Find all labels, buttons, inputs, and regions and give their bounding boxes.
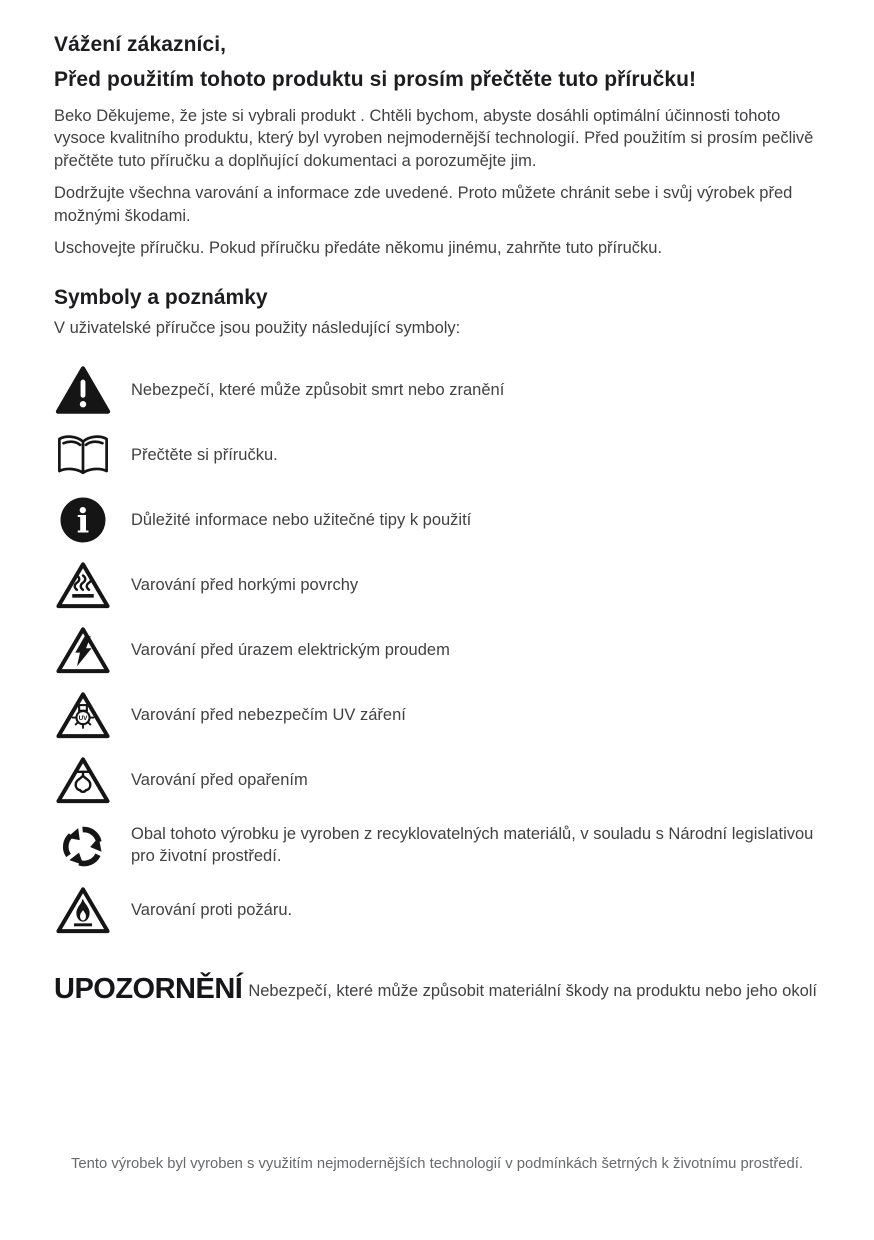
symbols-list [54, 365, 820, 935]
intro-paragraph-2: Dodržujte všechna varování a informace zde uvedené. Proto můžete chránit sebe i svůj výrobek před možnými škodami. [54, 184, 793, 226]
symbols-intro: V uživatelské příručce jsou použity následující symboly: [54, 319, 461, 338]
symbol-label: Varování před horkými povrchy [131, 575, 359, 594]
read-manual-book-icon [54, 432, 112, 478]
intro-paragraph-1: Beko Děkujeme, že jste si vybrali produkt . Chtěli bychom, abyste dosáhli optimální účinnosti tohoto vysoce kvalitního produktu, který byl vyroben nejmodernější technologií. Před použitím si prosím pečlivě přečtěte tuto příručku a doplňující dokumentaci a porozumějte jim. [54, 106, 814, 171]
caution-keyword: UPOZORNĚNÍ [54, 972, 243, 1005]
fire-warning-icon [54, 885, 112, 935]
scalding-warning-icon [54, 755, 112, 805]
greeting-title: Vážení zákazníci, [54, 33, 227, 56]
symbol-row-read-manual [54, 430, 820, 480]
symbols-section-title: Symboly a poznámky [54, 286, 268, 310]
intro-paragraph-3: Uschovejte příručku. Pokud příručku předáte někomu jinému, zahrňte tuto příručku. [54, 239, 663, 258]
hot-surface-warning-icon [54, 560, 112, 610]
symbol-label: Důležité informace nebo užitečné tipy k použití [131, 510, 472, 529]
symbol-row-uv [54, 690, 820, 740]
read-manual-title: Před použitím tohoto produktu si prosím přečtěte tuto příručku! [54, 68, 697, 92]
symbol-row-fire [54, 885, 820, 935]
symbol-row-scalding [54, 755, 820, 805]
footer-eco-note: Tento výrobek byl vyroben s využitím nejmodernějších technologií v podmínkách šetrných k životnímu prostředí. [71, 1156, 803, 1172]
recycling-icon [54, 820, 112, 870]
symbol-label: Varování před nebezpečím UV záření [131, 705, 406, 724]
symbol-row-electric [54, 625, 820, 675]
caution-text: Nebezpečí, které může způsobit materiální škody na produktu nebo jeho okolí [248, 981, 818, 1000]
symbol-label: Varování před úrazem elektrickým proudem [131, 640, 450, 659]
symbol-label: Varování proti požáru. [131, 900, 293, 919]
caution-block [54, 973, 820, 1006]
symbol-label: Nebezpečí, které může způsobit smrt nebo zranění [131, 380, 505, 399]
symbol-row-recycling [54, 820, 820, 870]
svg-text:UV: UV [78, 714, 88, 722]
symbol-row-hot-surface [54, 560, 820, 610]
symbol-label: Přečtěte si příručku. [131, 445, 278, 464]
electric-shock-warning-icon [54, 625, 112, 675]
info-circle-icon [54, 495, 112, 545]
uv-radiation-warning-icon [54, 690, 112, 740]
symbol-row-info [54, 495, 820, 545]
symbol-label: Varování před opařením [131, 770, 308, 789]
svg-text:i: i [76, 501, 90, 541]
danger-triangle-icon [54, 365, 112, 415]
symbol-label: Obal tohoto výrobku je vyroben z recyklovatelných materiálů, v souladu s Národní legislativou pro životní prostředí. [131, 824, 814, 865]
symbol-row-danger [54, 365, 820, 415]
